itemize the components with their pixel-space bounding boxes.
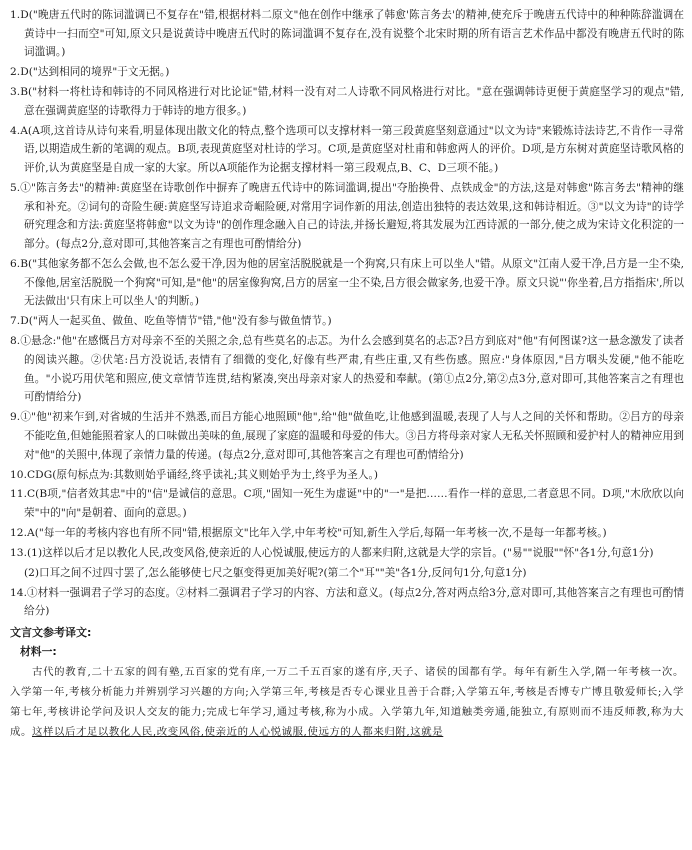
reference-heading: 文言文参考译文: — [10, 626, 92, 640]
material-heading: 材料一: — [20, 645, 57, 659]
answer-item-8: 8.①悬念:"他"在感慨吕方对母亲不至的关照之余,总有些莫名的忐忑。为什么会感到莫名的忐忑?吕方到底对"他"有何图谋?这一悬念激发了读者的阅读兴趣。②伏笔:吕方没说话,表情有了细微的变化,好像有些严肃,有些庄重,又有些伤感。照应:"身体原因,"吕方咽头发硬,"他不能吃鱼。"小说巧用伏笔和照应,使文章情节连贯,结构紧凑,突出母亲对家人的热爱和奉献。(第①点2分,第②点3分,意对即可,其他答案言之有理也可酌情给分) — [10, 335, 684, 404]
answer-item-13b: (2)口耳之间不过四寸罢了,怎么能够使七尺之躯变得更加美好呢?(第二个"耳""美"各1分,反问句1分,句意1分) — [24, 566, 527, 579]
answer-item-7: 7.D("两人一起买鱼、做鱼、吃鱼等情节"错,"他"没有参与做鱼情节。) — [10, 315, 332, 328]
answer-item-9: 9.①"他"初来乍到,对省城的生活并不熟悉,而吕方能心地照顾"他",给"他"做鱼吃,让他感到温暖,表现了人与人之间的关怀和帮助。②吕方的母亲不能吃鱼,但她能照着家人的口味做出美味的鱼,展现了家庭的温暖和母爱的伟大。③吕方将母亲对家人无私关怀照顾和爱护村人的精神应用到对"他"的关照中,体现了亲情力量的传递。(每点2分,意对即可,其他答案言之有理也可酌情给分) — [10, 411, 684, 461]
translation-paragraph — [10, 662, 684, 742]
answer-item-2: 2.D("达到相同的境界"于文无据。) — [10, 66, 170, 79]
answer-item-12: 12.A("每一年的考核内容也有所不同"错,根据原文"比年入学,中年考校"可知,新生入学后,每隔一年考核一次,不是每一年都考核。) — [10, 527, 607, 540]
answer-list — [10, 6, 684, 621]
answer-item-14: 14.①材料一强调君子学习的态度。②材料二强调君子学习的内容、方法和意义。(每点2分,答对两点给3分,意对即可,其他答案言之有理也可酌情给分) — [10, 586, 684, 618]
translation-underlined-text: 这样以后才足以教化人民,改变风俗,使亲近的人心悦诚服,使远方的人都来归附,这就是 — [31, 726, 444, 739]
answer-item-11: 11.C(B项,"信者效其忠"中的"信"是诚信的意思。C项,"固知一死生为虚诞"中的"一"是把……看作一样的意思,二者意思不同。D项,"木欣欣以向荣"中的"向"是朝着、面向的意思。) — [10, 488, 684, 520]
answer-item-5: 5.①"陈言务去"的精神:黄庭坚在诗歌创作中摒弃了晚唐五代诗中的陈词滥调,提出"夺胎换骨、点铁成金"的方法,这是对韩愈"陈言务去"精神的继承和补充。②词句的奇险生硬:黄庭坚写诗追求奇崛险硬,对常用字词作新的用法,创造出独特的表达效果,这和韩诗相近。③"以文为诗"的诗学研究理念和方法:黄庭坚将韩愈"以文为诗"的创作理念融入自己的诗法,并扬长避短,将其发展为江西诗派的一部分,使之成为宋诗文化积淀的一部分。(每点2分,意对即可,其他答案言之有理也可酌情给分) — [10, 182, 684, 251]
translation-text: 古代的教育,二十五家的闾有塾,五百家的党有庠,一万二千五百家的遂有序,天子、诸侯的国都有学。每年有新生入学,隔一年考核一次。入学第一年,考核分析能力并辨别学习兴趣的方向;入学第三年,考核是否专心课业且善于合群;入学第五年,考核是否博专广博且敬爱师长;入学第七年,考核讲论学问及识人交友的能力;完成七年学习,通过考核,称为小成。入学第九年,知道触类旁通,能独立,有原则而不违反师教,称为大成。 — [10, 666, 684, 739]
answer-item-10: 10.CDG(原句标点为:其数则始乎诵经,终乎读礼;其义则始乎为士,终乎为圣人。) — [10, 468, 379, 481]
answer-item-6: 6.B("其他家务都不怎么会做,也不怎么爱干净,因为他的居室活脱脱就是一个狗窝,只有床上可以坐人"错。从原文"江南人爱干净,吕方是一尘不染,不像他,居室活脱脱一个狗窝"可知,是"他"的居室像狗窝,吕方的居室一尘不染,吕方很会做家务,也爱干净。原文只说"'你坐着,吕方指指床',所以无法做出'只有床上可以坐人'的判断。) — [10, 258, 684, 308]
answer-item-1: 1.D("晚唐五代时的陈词滥调已不复存在"错,根据材料二原文"他在创作中继承了韩愈'陈言务去'的精神,使充斥于晚唐五代诗中的种种陈辞滥调在黄诗中一扫而空"可知,原文只是说黄诗中晚唐五代时的陈词滥调不复存在,没有说整个北宋时期的所有语言艺术作品中都没有晚唐五代时的陈词滥调。) — [10, 9, 684, 59]
answer-item-4: 4.A(A项,这首诗从诗句来看,明显体现出散文化的特点,整个选项可以支撑材料一第三段黄庭坚刻意通过"以文为诗"来锻炼诗法诗艺,不肯作一寻常语,以期造成生新的笔调的观点。B项,表现黄庭坚对杜诗的学习。C项,是黄庭坚对杜甫和韩愈两人的评价。D项,是方东树对黄庭坚诗歌风格的评价,认为黄庭坚是自成一家的大家。所以A项能作为论据支撑材料一第三段观点,B、C、D三项不能。) — [10, 124, 684, 175]
answer-item-3: 3.B("材料一将杜诗和韩诗的不同风格进行对比论证"错,材料一没有对二人诗歌不同风格进行对比。"意在强调韩诗更便于黄庭坚学习的观点"错,意在强调黄庭坚的诗歌得力于韩诗的地方很多。) — [10, 86, 684, 117]
answer-item-13a: 13.(1)这样以后才足以教化人民,改变风俗,使亲近的人心悦诚服,使远方的人都来归附,这就是大学的宗旨。("易""说服""怀"各1分,句意1分) — [10, 546, 654, 559]
